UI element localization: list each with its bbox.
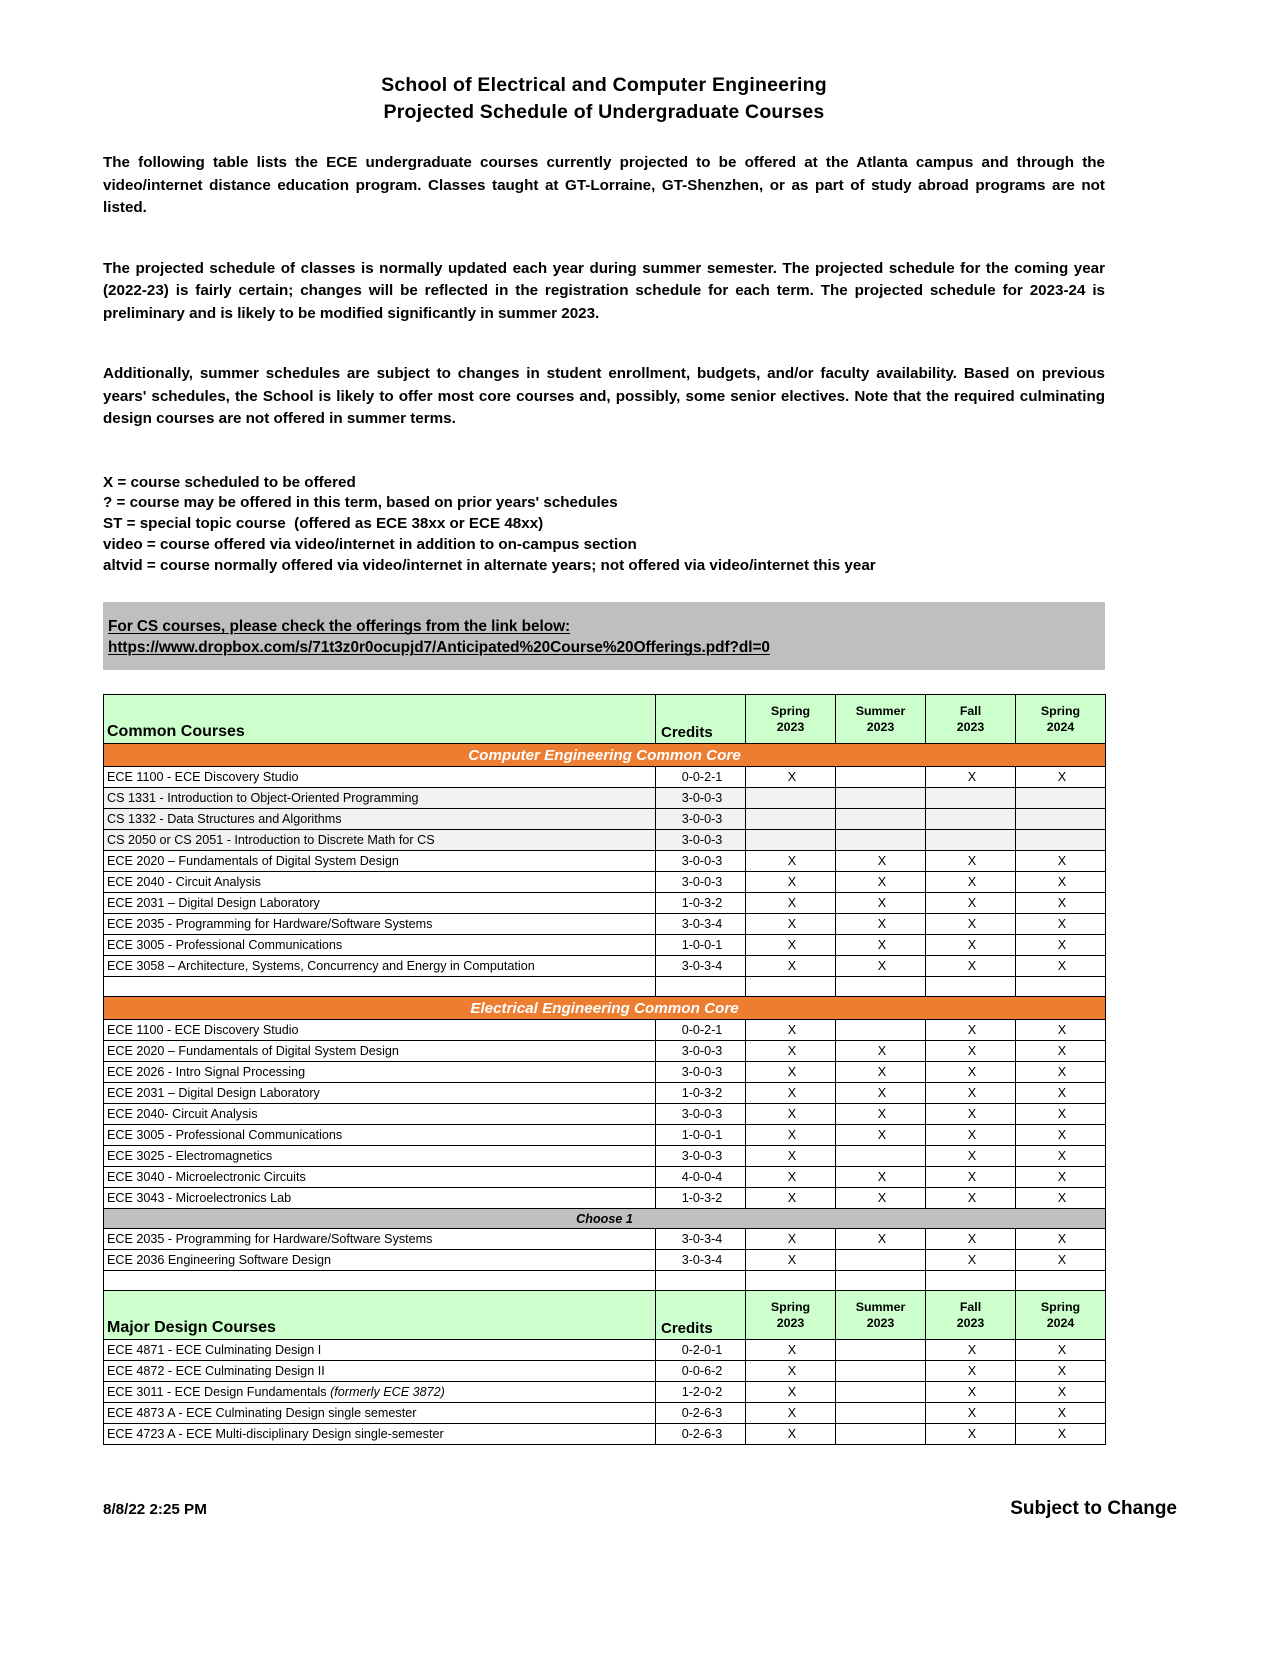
- offering-cell-spring-2023: X: [746, 1382, 836, 1403]
- spacer-cell: [656, 977, 746, 997]
- offering-cell-spring-2024: X: [1016, 1250, 1106, 1271]
- table-row: [104, 1382, 1106, 1403]
- credits-cell: 3-0-0-3: [656, 1041, 746, 1062]
- course-name-cell: ECE 3058 – Architecture, Systems, Concurrency and Energy in Computation: [104, 956, 656, 977]
- course-name-cell: ECE 2020 – Fundamentals of Digital System Design: [104, 851, 656, 872]
- offering-cell-summer-2023: X: [836, 1083, 926, 1104]
- offering-cell-fall-2023: X: [926, 1020, 1016, 1041]
- table-row: [104, 1424, 1106, 1445]
- course-name-cell: ECE 2031 – Digital Design Laboratory: [104, 893, 656, 914]
- credits-cell: 3-0-0-3: [656, 1062, 746, 1083]
- credits-cell: 0-0-2-1: [656, 1020, 746, 1041]
- course-name-cell: ECE 2035 - Programming for Hardware/Software Systems: [104, 914, 656, 935]
- course-name-cell: ECE 4872 - ECE Culminating Design II: [104, 1361, 656, 1382]
- offering-cell-summer-2023: X: [836, 935, 926, 956]
- offering-cell-spring-2024: X: [1016, 1229, 1106, 1250]
- offering-cell-summer-2023: [836, 1361, 926, 1382]
- offering-cell-summer-2023: [836, 1020, 926, 1041]
- offering-cell-summer-2023: X: [836, 1167, 926, 1188]
- course-name-cell: CS 1331 - Introduction to Object-Oriented Programming: [104, 788, 656, 809]
- term-name: Spring: [770, 1300, 811, 1315]
- offering-cell-fall-2023: X: [926, 893, 1016, 914]
- section-banner-ee-core-label: Electrical Engineering Common Core: [104, 997, 1106, 1020]
- course-name-cell: ECE 1100 - ECE Discovery Studio: [104, 1020, 656, 1041]
- table-row: [104, 1146, 1106, 1167]
- offering-cell-spring-2024: X: [1016, 1146, 1106, 1167]
- table-row: [104, 1340, 1106, 1361]
- offering-cell-fall-2023: X: [926, 935, 1016, 956]
- course-name-cell: ECE 3011 - ECE Design Fundamentals (formerly ECE 3872): [104, 1382, 656, 1403]
- table-row: [104, 935, 1106, 956]
- course-name-cell: ECE 2036 Engineering Software Design: [104, 1250, 656, 1271]
- offering-cell-spring-2023: X: [746, 1250, 836, 1271]
- credits-cell: 0-0-2-1: [656, 767, 746, 788]
- course-name-cell: ECE 2040- Circuit Analysis: [104, 1104, 656, 1125]
- credits-cell: 3-0-3-4: [656, 1229, 746, 1250]
- credits-cell: 3-0-0-3: [656, 872, 746, 893]
- offering-cell-spring-2024: X: [1016, 1041, 1106, 1062]
- offering-cell-summer-2023: [836, 1424, 926, 1445]
- offering-cell-spring-2023: X: [746, 914, 836, 935]
- header-term-summer-2023: [836, 1291, 926, 1340]
- credits-cell: 3-0-3-4: [656, 1250, 746, 1271]
- offering-cell-spring-2023: [746, 830, 836, 851]
- offering-cell-summer-2023: [836, 1382, 926, 1403]
- offering-cell-spring-2024: X: [1016, 893, 1106, 914]
- credits-cell: 1-0-3-2: [656, 893, 746, 914]
- offering-cell-spring-2023: X: [746, 1062, 836, 1083]
- spacer-row-after-choose-1: [104, 1271, 1106, 1291]
- offering-cell-fall-2023: [926, 809, 1016, 830]
- course-name-former: (formerly ECE 3872): [330, 1385, 445, 1400]
- offering-cell-summer-2023: X: [836, 914, 926, 935]
- header-term-fall-2023: [926, 1291, 1016, 1340]
- offering-cell-spring-2024: X: [1016, 1083, 1106, 1104]
- offering-cell-fall-2023: X: [926, 1403, 1016, 1424]
- credits-cell: 3-0-3-4: [656, 914, 746, 935]
- offering-cell-spring-2023: X: [746, 935, 836, 956]
- table-row: [104, 1188, 1106, 1209]
- offering-cell-fall-2023: [926, 830, 1016, 851]
- table-row: [104, 1041, 1106, 1062]
- footer-subject-to-change: Subject to Change: [1010, 1498, 1177, 1519]
- offering-cell-summer-2023: X: [836, 893, 926, 914]
- term-name: Fall: [959, 1300, 982, 1315]
- offering-cell-spring-2023: X: [746, 893, 836, 914]
- offering-cell-spring-2023: [746, 788, 836, 809]
- offering-cell-spring-2023: X: [746, 1340, 836, 1361]
- offering-cell-fall-2023: X: [926, 1125, 1016, 1146]
- offering-cell-fall-2023: X: [926, 1146, 1016, 1167]
- legend-line-altvid: altvid = course normally offered via video/internet in alternate years; not offered via video/internet this year: [103, 556, 876, 574]
- header-credits: Credits: [656, 1291, 746, 1340]
- offering-cell-spring-2023: X: [746, 1229, 836, 1250]
- offering-cell-spring-2023: X: [746, 1041, 836, 1062]
- offering-cell-fall-2023: X: [926, 1062, 1016, 1083]
- offering-cell-spring-2023: [746, 809, 836, 830]
- credits-cell: 3-0-0-3: [656, 851, 746, 872]
- footer-timestamp: 8/8/22 2:25 PM: [103, 1501, 207, 1518]
- header-common-courses: Common Courses: [104, 695, 656, 744]
- offering-cell-spring-2023: X: [746, 1361, 836, 1382]
- offering-cell-spring-2024: X: [1016, 1424, 1106, 1445]
- offering-cell-summer-2023: X: [836, 1062, 926, 1083]
- course-name-cell: CS 2050 or CS 2051 - Introduction to Discrete Math for CS: [104, 830, 656, 851]
- offering-cell-summer-2023: X: [836, 1229, 926, 1250]
- offering-cell-spring-2023: X: [746, 1125, 836, 1146]
- spacer-cell: [1016, 977, 1106, 997]
- offering-cell-spring-2024: X: [1016, 914, 1106, 935]
- offering-cell-summer-2023: [836, 1250, 926, 1271]
- offering-cell-fall-2023: X: [926, 1229, 1016, 1250]
- offering-cell-summer-2023: [836, 788, 926, 809]
- spacer-cell: [746, 1271, 836, 1291]
- spacer-cell: [104, 977, 656, 997]
- offering-cell-spring-2024: X: [1016, 956, 1106, 977]
- offering-cell-summer-2023: X: [836, 956, 926, 977]
- offering-cell-fall-2023: X: [926, 1083, 1016, 1104]
- credits-cell: 1-0-0-1: [656, 935, 746, 956]
- cs-link-heading: For CS courses, please check the offerings from the link below:: [108, 618, 571, 636]
- legend-line-st: ST = special topic course (offered as ECE 38xx or ECE 48xx): [103, 515, 544, 533]
- section-banner-ee-core: [104, 997, 1106, 1020]
- offering-cell-spring-2023: X: [746, 1104, 836, 1125]
- offering-cell-fall-2023: [926, 788, 1016, 809]
- spacer-cell: [836, 1271, 926, 1291]
- term-year: 2023: [866, 1316, 895, 1331]
- table-row: [104, 851, 1106, 872]
- credits-cell: 1-0-0-1: [656, 1125, 746, 1146]
- term-year: 2023: [776, 1316, 805, 1331]
- offering-cell-summer-2023: [836, 809, 926, 830]
- header-term-spring-2023: [746, 1291, 836, 1340]
- table-row: [104, 1229, 1106, 1250]
- table-row: [104, 1104, 1106, 1125]
- credits-cell: 3-0-3-4: [656, 956, 746, 977]
- course-name-cell: ECE 1100 - ECE Discovery Studio: [104, 767, 656, 788]
- offering-cell-summer-2023: X: [836, 1041, 926, 1062]
- offering-cell-spring-2023: X: [746, 1424, 836, 1445]
- offering-cell-fall-2023: X: [926, 1188, 1016, 1209]
- intro-paragraph-1: The following table lists the ECE undergraduate courses currently projected to be offered at the Atlanta campus and through the video/internet distance education program. Classes taught at GT-Lorraine, GT-Shenzhen, or as part of study abroad programs are not listed.: [103, 154, 1105, 216]
- offering-cell-fall-2023: X: [926, 1424, 1016, 1445]
- header-term-spring-2024: Spring 2024: [1016, 695, 1106, 744]
- offering-cell-summer-2023: [836, 1146, 926, 1167]
- credits-cell: 3-0-0-3: [656, 1104, 746, 1125]
- offering-cell-fall-2023: X: [926, 1167, 1016, 1188]
- offering-cell-spring-2024: [1016, 809, 1106, 830]
- table-row: [104, 767, 1106, 788]
- offering-cell-spring-2024: X: [1016, 1403, 1106, 1424]
- spacer-cell: [656, 1271, 746, 1291]
- section-banner-choose-1-label: Choose 1: [104, 1209, 1106, 1229]
- course-name-cell: CS 1332 - Data Structures and Algorithms: [104, 809, 656, 830]
- table-row: [104, 1361, 1106, 1382]
- table-row: [104, 1125, 1106, 1146]
- offering-cell-spring-2023: X: [746, 956, 836, 977]
- offering-cell-spring-2023: X: [746, 872, 836, 893]
- legend-line-question: ? = course may be offered in this term, based on prior years' schedules: [103, 494, 618, 512]
- offering-cell-spring-2023: X: [746, 1020, 836, 1041]
- intro-paragraph-2: The projected schedule of classes is normally updated each year during summer semester. The projected schedule for the coming year (2022-23) is fairly certain; changes will be reflected in the registration schedule for each term. The projected schedule for 2023-24 is preliminary and is likely to be modified significantly in summer 2023.: [103, 259, 1105, 322]
- table-row: [104, 788, 1106, 809]
- table-row: [104, 1062, 1106, 1083]
- table-header-common: [104, 695, 1106, 744]
- intro-paragraph-3: Additionally, summer schedules are subject to changes in student enrollment, budgets, and/or faculty availability. Based on previous years' schedules, the School is likely to offer most core courses and, possibly, some senior electives. Note that the required culminating design courses are not offered in summer terms.: [103, 365, 1105, 427]
- offering-cell-spring-2023: X: [746, 1083, 836, 1104]
- offering-cell-summer-2023: X: [836, 1188, 926, 1209]
- credits-cell: 3-0-0-3: [656, 830, 746, 851]
- offering-cell-spring-2023: X: [746, 1146, 836, 1167]
- course-name-cell: ECE 4723 A - ECE Multi-disciplinary Design single-semester: [104, 1424, 656, 1445]
- credits-cell: 0-0-6-2: [656, 1361, 746, 1382]
- offering-cell-fall-2023: X: [926, 1382, 1016, 1403]
- table-row: [104, 1083, 1106, 1104]
- offering-cell-fall-2023: X: [926, 1340, 1016, 1361]
- course-name-cell: ECE 3040 - Microelectronic Circuits: [104, 1167, 656, 1188]
- credits-cell: 3-0-0-3: [656, 809, 746, 830]
- table-row: [104, 1020, 1106, 1041]
- offering-cell-summer-2023: [836, 1340, 926, 1361]
- offering-cell-fall-2023: X: [926, 767, 1016, 788]
- offering-cell-summer-2023: X: [836, 1104, 926, 1125]
- offering-cell-spring-2024: X: [1016, 1167, 1106, 1188]
- credits-cell: 1-0-3-2: [656, 1188, 746, 1209]
- term-name: Summer: [855, 1300, 906, 1315]
- course-name-cell: ECE 4873 A - ECE Culminating Design single semester: [104, 1403, 656, 1424]
- table-header-major-design-courses: [104, 1291, 1106, 1340]
- offering-cell-fall-2023: X: [926, 851, 1016, 872]
- course-name-cell: ECE 2035 - Programming for Hardware/Software Systems: [104, 1229, 656, 1250]
- course-name-cell: ECE 3005 - Professional Communications: [104, 935, 656, 956]
- table-row: [104, 1403, 1106, 1424]
- offering-cell-fall-2023: X: [926, 1041, 1016, 1062]
- course-name-cell: ECE 3025 - Electromagnetics: [104, 1146, 656, 1167]
- offering-cell-fall-2023: X: [926, 956, 1016, 977]
- header-term-spring-2023: Spring 2023: [746, 695, 836, 744]
- credits-cell: 3-0-0-3: [656, 788, 746, 809]
- header-credits: Credits: [656, 695, 746, 744]
- offering-cell-fall-2023: X: [926, 1250, 1016, 1271]
- table-row: [104, 872, 1106, 893]
- course-schedule-table: [103, 694, 1106, 1445]
- offering-cell-spring-2024: [1016, 830, 1106, 851]
- legend-block: [103, 473, 1105, 577]
- offering-cell-spring-2024: [1016, 788, 1106, 809]
- offering-cell-summer-2023: X: [836, 851, 926, 872]
- table-row: [104, 893, 1106, 914]
- spacer-cell: [746, 977, 836, 997]
- course-name-cell: ECE 2040 - Circuit Analysis: [104, 872, 656, 893]
- offering-cell-summer-2023: [836, 830, 926, 851]
- offering-cell-spring-2023: X: [746, 1188, 836, 1209]
- offering-cell-spring-2024: X: [1016, 851, 1106, 872]
- offering-cell-spring-2023: X: [746, 1167, 836, 1188]
- offering-cell-fall-2023: X: [926, 914, 1016, 935]
- offering-cell-spring-2024: X: [1016, 1361, 1106, 1382]
- credits-cell: 3-0-0-3: [656, 1146, 746, 1167]
- offering-cell-summer-2023: X: [836, 872, 926, 893]
- offering-cell-spring-2024: X: [1016, 1382, 1106, 1403]
- section-banner-ce-core: [104, 744, 1106, 767]
- title-line-1: School of Electrical and Computer Engineering: [381, 74, 827, 96]
- table-row: [104, 956, 1106, 977]
- section-banner-ce-core-label: Computer Engineering Common Core: [104, 744, 1106, 767]
- table-row: [104, 914, 1106, 935]
- cs-link-banner: [103, 602, 1105, 670]
- section-banner-choose-1: [104, 1209, 1106, 1229]
- spacer-cell: [104, 1271, 656, 1291]
- term-name: Spring: [1040, 1300, 1081, 1315]
- term-year: 2023: [956, 1316, 985, 1331]
- offering-cell-spring-2024: X: [1016, 767, 1106, 788]
- table-body: [104, 695, 1106, 767]
- spacer-row-after-ce-core: [104, 977, 1106, 997]
- offering-cell-fall-2023: X: [926, 872, 1016, 893]
- page-footer: [103, 1498, 1177, 1520]
- course-name-cell: ECE 2031 – Digital Design Laboratory: [104, 1083, 656, 1104]
- header-term-summer-2023: Summer 2023: [836, 695, 926, 744]
- offering-cell-spring-2024: X: [1016, 1125, 1106, 1146]
- course-name-cell: ECE 3043 - Microelectronics Lab: [104, 1188, 656, 1209]
- credits-cell: 0-2-6-3: [656, 1424, 746, 1445]
- page-title: [103, 72, 1105, 126]
- course-name-cell: ECE 2020 – Fundamentals of Digital System Design: [104, 1041, 656, 1062]
- offering-cell-spring-2024: X: [1016, 935, 1106, 956]
- offering-cell-spring-2024: X: [1016, 1104, 1106, 1125]
- document-content: [103, 72, 1105, 1445]
- table-row: [104, 1167, 1106, 1188]
- offering-cell-spring-2023: X: [746, 767, 836, 788]
- header-term-fall-2023: Fall 2023: [926, 695, 1016, 744]
- offering-cell-spring-2024: X: [1016, 1340, 1106, 1361]
- title-line-2: Projected Schedule of Undergraduate Courses: [383, 101, 825, 123]
- legend-line-video: video = course offered via video/internet in addition to on-campus section: [103, 535, 637, 553]
- spacer-cell: [836, 977, 926, 997]
- offering-cell-summer-2023: X: [836, 1125, 926, 1146]
- credits-cell: 1-0-3-2: [656, 1083, 746, 1104]
- offering-cell-spring-2024: X: [1016, 872, 1106, 893]
- offering-cell-spring-2024: X: [1016, 1062, 1106, 1083]
- offering-cell-summer-2023: [836, 767, 926, 788]
- offering-cell-spring-2024: X: [1016, 1020, 1106, 1041]
- credits-cell: 1-2-0-2: [656, 1382, 746, 1403]
- legend-line-x: X = course scheduled to be offered: [103, 473, 356, 491]
- offering-cell-fall-2023: X: [926, 1104, 1016, 1125]
- term-year: 2024: [1046, 1316, 1075, 1331]
- course-name-cell: ECE 3005 - Professional Communications: [104, 1125, 656, 1146]
- spacer-cell: [926, 977, 1016, 997]
- offering-cell-spring-2023: X: [746, 851, 836, 872]
- course-name-cell: ECE 2026 - Intro Signal Processing: [104, 1062, 656, 1083]
- offering-cell-spring-2023: X: [746, 1403, 836, 1424]
- spacer-cell: [1016, 1271, 1106, 1291]
- table-row: [104, 830, 1106, 851]
- credits-cell: 4-0-0-4: [656, 1167, 746, 1188]
- course-name-cell: ECE 4871 - ECE Culminating Design I: [104, 1340, 656, 1361]
- credits-cell: 0-2-0-1: [656, 1340, 746, 1361]
- header-term-spring-2024: [1016, 1291, 1106, 1340]
- spacer-cell: [926, 1271, 1016, 1291]
- offering-cell-fall-2023: X: [926, 1361, 1016, 1382]
- cs-link-url[interactable]: https://www.dropbox.com/s/71t3z0r0ocupjd7/Anticipated%20Course%20Offerings.pdf?dl=0: [108, 639, 770, 657]
- offering-cell-spring-2024: X: [1016, 1188, 1106, 1209]
- header-major-design-courses-label: Major Design Courses: [104, 1291, 656, 1340]
- credits-cell: 0-2-6-3: [656, 1403, 746, 1424]
- table-row: [104, 809, 1106, 830]
- table-row: [104, 1250, 1106, 1271]
- offering-cell-summer-2023: [836, 1403, 926, 1424]
